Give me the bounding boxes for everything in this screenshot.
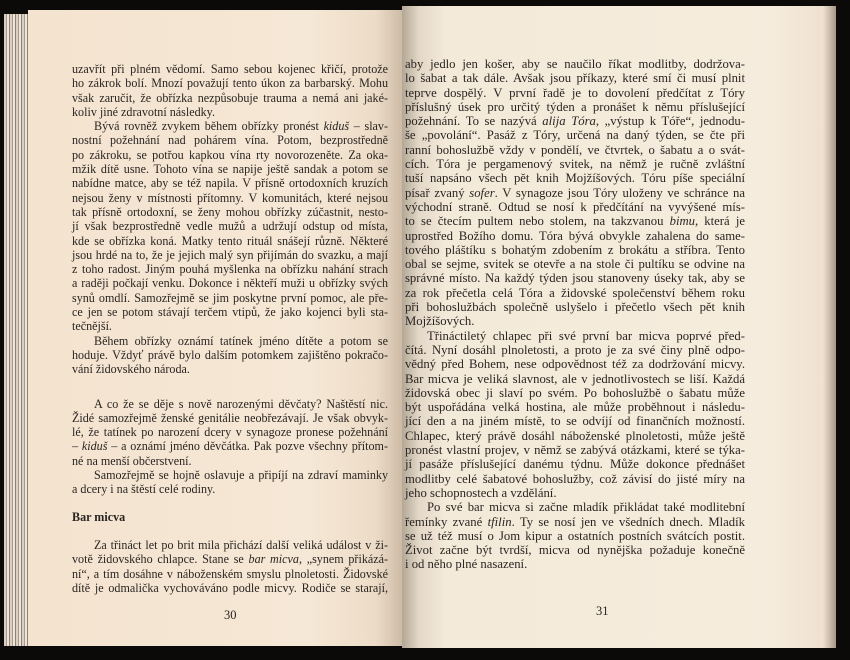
text-line: ranní bohoslužbě vždy v pondělí, ve čtvrtek, o šabatu a o svát- <box>405 142 745 157</box>
section-heading: Bar micva <box>72 509 126 524</box>
text-line: né na menší občerstvení. <box>72 453 192 468</box>
text-line: Třináctiletý chlapec při své první bar micva poprvé před- <box>427 328 745 343</box>
text-line: a raději počkají venku. Dokonce i někteří muži u obřízky svých <box>72 276 388 291</box>
text-line: i od něho plné nasazení. <box>405 557 528 572</box>
text-segment: – slav- <box>349 119 389 134</box>
text-line: jeho schopnostech a vzdělání. <box>405 485 557 500</box>
text-line: při bohoslužbách společně uslyšelo i přečetlo všech pět knih <box>405 300 745 315</box>
text-line: Mojžíšových. <box>405 314 475 329</box>
text-segment: , „synem přikázá- <box>298 552 388 567</box>
text-line: še „povolání“. Pasáž z Tóry, určená na daný týden, se čte při <box>405 128 745 143</box>
text-line: nabídne matce, aby se též napila. V přísně ortodoxních kruzích <box>72 176 388 191</box>
text-segment: Bývá rovněž zvykem během obřízky pronést <box>94 119 324 134</box>
text-line: obal se sejme, svitek se otevře a na stole či pultíku se odvine na <box>405 257 745 272</box>
paragraph <box>405 500 745 571</box>
text-line: z toho radost. Jiným pouhá myšlenka na obřízku nahání strach <box>72 262 388 277</box>
text-line: nostní požehnání nad pohárem vína. Potom, bezprostředně <box>72 133 388 148</box>
text-line: ho zákrok bolí. Mnozí považují tento úkon za barbarský. Mohu <box>72 76 388 91</box>
text-line: Po své bar micva si začne mladík přikládat také modlitební <box>427 500 745 515</box>
text-line: jí však bezprostředně vedle mužů a udržují odstup od místa, <box>72 219 388 234</box>
italic-term: kiduš <box>323 119 350 134</box>
text-line <box>405 114 745 128</box>
text-line: ce jen se potom stávají terčem vtipů, že jako kojenci byli sta- <box>72 305 388 320</box>
text-line: se už též musí o Jom kipur a ostatních postních svátcích postit. <box>405 528 745 543</box>
text-line: Bar micva je veliká slavnost, ale v jednotlivostech se liší. Každá <box>405 371 745 386</box>
text-line: tového pláštíku s bohatým zdobením z brokátu a stříbra. Tento <box>405 242 745 257</box>
text-line: synů omdlí. Samozřejmě se jim poskytne první pomoc, ale pře- <box>72 290 388 305</box>
text-line <box>72 439 388 453</box>
text-segment: řemínky zvané <box>405 514 488 529</box>
italic-term: kiduš <box>81 439 108 454</box>
text-line: jsou hrdé na to, že je jejich malý syn přijímán do svazku, a mají <box>72 247 388 262</box>
text-line: hoduje. Vždyť právě bylo dalším potomkem zajištěno pokračo- <box>72 347 388 362</box>
text-line <box>405 186 745 200</box>
text-line: Za třináct let po brit mila přichází další veliká událost v ži- <box>94 537 388 552</box>
text-line: cích. Tóra je pergamenový svitek, na němž je ručně zvláštní <box>405 157 745 172</box>
italic-term: bimu <box>669 214 695 229</box>
text-line: Chlapec, který právě dosáhl náboženské plnoletosti, může ještě <box>405 428 745 443</box>
text-line: Židé samozřejmě ženské genitálie neobřezávají. Je však obvyk- <box>72 410 388 425</box>
text-line: jící den a na jiném místě, to se odvíjí od finančních možností. <box>405 414 745 429</box>
text-line: dítě je odmalička vychováváno podle micvy. Rodiče se starají, <box>72 580 388 595</box>
text-line <box>72 552 388 566</box>
paragraph <box>405 57 745 329</box>
text-line: být uspořádána velká hostina, ale může proběhnout i následu- <box>405 400 745 415</box>
italic-term: bar micva <box>248 552 299 567</box>
text-line: tečnější. <box>72 319 112 334</box>
text-line <box>405 515 745 529</box>
text-segment: požehnání. To se nazývá <box>405 114 543 129</box>
text-line: Samozřejmě se hojně oslavuje a připíjí na zdraví maminky <box>94 468 388 483</box>
paragraph <box>72 119 388 333</box>
text-line: Během obřízky oznámí tatínek jméno dítěte a potom se <box>94 333 388 348</box>
left-page <box>28 10 402 646</box>
text-line: kde se obřízka koná. Matky tento rituál snášejí různě. Některé <box>72 233 388 248</box>
text-line: uzavřít při plném vědomí. Samo sebou kojenec křičí, protože <box>72 62 388 76</box>
text-line: a dcery i na štěstí celé rodiny. <box>72 482 216 497</box>
text-line: modlitby celé šabatové bohoslužby, což závisí do jisté míry na <box>405 471 745 486</box>
text-line: aby jedlo jen košer, aby se naučilo říkat modlitby, dodržova- <box>405 57 745 71</box>
text-line: vědný před Bohem, nese odpovědnost též za dodržování micvy. <box>405 357 745 372</box>
text-line: mžik dítě usne. Tohoto vína se napije ještě sandak a potom se <box>72 162 388 177</box>
text-segment: – <box>72 439 82 454</box>
text-line: pronést vlastní projev, v němž se zabývá otázkami, které se týka- <box>405 443 745 458</box>
left-page-text <box>72 62 388 595</box>
page-number: 30 <box>224 608 237 622</box>
text-segment: , „výstup k Tóře“, jednodu- <box>595 114 745 129</box>
text-line: koliv jiné zdravotní následky. <box>72 104 215 119</box>
text-segment: . V synagoze jsou Tóry uloženy ve schránce na <box>494 185 745 200</box>
text-line: Život začne být tvrdší, micva od nynějška požaduje konečně <box>405 543 745 558</box>
right-page <box>402 6 836 648</box>
italic-term: tfilin <box>487 514 512 529</box>
page-number: 31 <box>596 604 609 618</box>
text-segment: to se čtecím pultem nebo stolem, na takzvanou <box>405 214 670 229</box>
paragraph <box>405 329 745 501</box>
text-line: teprve dospělý. V první řadě je to dovolení předčítat z Tóry <box>405 85 745 100</box>
text-segment: votě židovského chlapce. Stane se <box>72 552 249 567</box>
text-segment: . Ty se nosí jen ve všedních dnech. Mladík <box>511 514 745 529</box>
paragraph <box>72 334 388 377</box>
text-line: správné místo. Na každý týden jsou stanoveny úseky tak, aby se <box>405 271 745 286</box>
text-segment: písař zvaný <box>405 185 470 200</box>
text-line: lé, že tatínek po narození dcery v synagoze pronese požehnání <box>72 425 388 440</box>
text-segment: , která je <box>694 214 745 229</box>
text-line: lo šabat a tak dále. Avšak jsou příkazy, které smí či musí plnit <box>405 71 745 86</box>
text-line: tak přísně ortodoxní, se ženy mohou obřízky zúčastnit, nesto- <box>72 204 388 219</box>
paragraph <box>72 397 388 468</box>
text-line: východní straně. Odtud se nosí k předčítání na vyvýšené mís- <box>405 199 745 214</box>
text-line: tuší napsáno všech pět knih Mojžíšových. Tóru píše speciální <box>405 171 745 186</box>
text-line: příslušný úsek pro určitý týden a pronášet k němu příslušející <box>405 99 745 114</box>
italic-term: sofer <box>469 185 495 200</box>
text-line: však zaručit, že obřízka nezpůsobuje trauma a nemá ani jaké- <box>72 90 388 105</box>
italic-term: alija Tóra <box>542 114 596 129</box>
paragraph <box>72 62 388 119</box>
text-line: vání židovského národa. <box>72 362 190 377</box>
text-line: čítá. Nyní dosáhl plnoletosti, a proto je za své činy plně odpo- <box>405 342 745 357</box>
text-line <box>72 119 388 133</box>
text-line: nejsou ženy v místnosti přítomny. V komunitách, které nejsou <box>72 190 388 205</box>
text-segment: – a oznámí jméno děvčátka. Pak pozve všechny přítom- <box>107 439 388 454</box>
text-line: židovská obec ji slaví po svém. Po bohoslužbě o šabatu může <box>405 385 745 400</box>
right-page-text <box>405 57 745 572</box>
text-line: po zákroku, se potřou kapkou vína rty novorozeněte. Za oka- <box>72 147 388 162</box>
text-line <box>405 214 745 228</box>
paragraph <box>72 468 388 497</box>
text-line: ní“, a tím dosáhne v náboženském smyslu plnoletosti. Židovské <box>72 566 388 581</box>
text-line: za rok přečetla celá Tóra a židovské společenství během roku <box>405 285 745 300</box>
paragraph <box>72 538 388 595</box>
text-line: jí pasáže příslušející danému týdnu. Může dokonce přednášet <box>405 457 745 472</box>
text-line: uprostřed Božího domu. Tóra bývá obvykle zahalena do same- <box>405 228 745 243</box>
text-line: A co že se děje s nově narozenými děvčaty? Naštěstí nic. <box>94 396 388 411</box>
